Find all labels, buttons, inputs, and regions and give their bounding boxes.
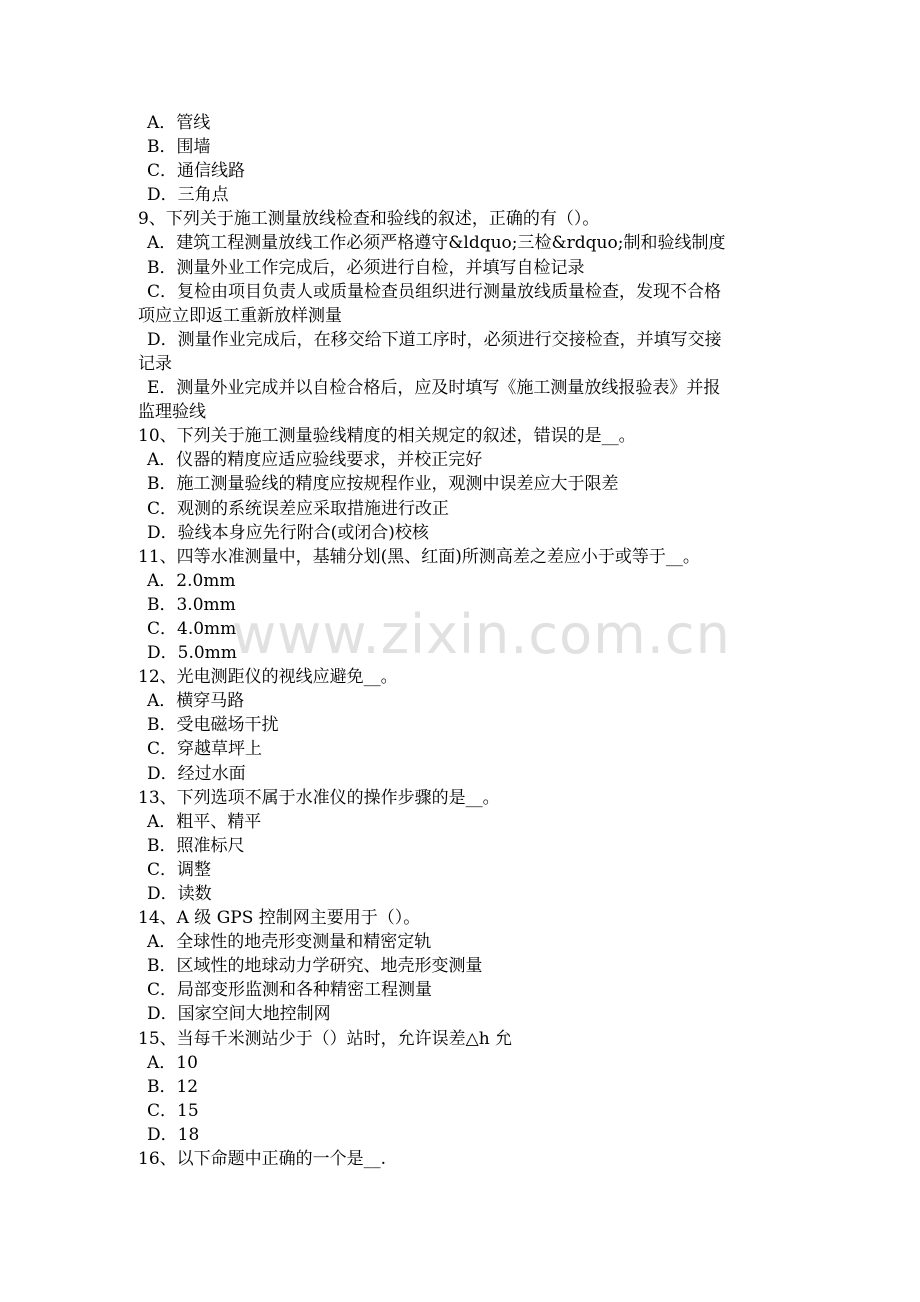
answer-option: C．穿越草坪上: [147, 739, 263, 760]
question-text: 记录: [138, 353, 172, 374]
answer-option: D．国家空间大地控制网: [147, 1004, 331, 1025]
answer-option: C．观测的系统误差应采取措施进行改正: [147, 498, 450, 519]
answer-option: A．2.0mm: [147, 570, 236, 591]
answer-option: A．粗平、精平: [147, 811, 262, 832]
answer-option: C．通信线路: [147, 161, 246, 182]
answer-option: D．测量作业完成后，在移交给下道工序时，必须进行交接检查，并填写交接: [147, 329, 722, 350]
question-text: 监理验线: [138, 402, 206, 423]
answer-option: A．管线: [147, 113, 211, 133]
document-body: [138, 111, 786, 1171]
answer-option: B．施工测量验线的精度应按规程作业，观测中误差应大于限差: [147, 474, 619, 495]
answer-option: D．三角点: [147, 185, 229, 206]
answer-option: C．复检由项目负责人或质量检查员组织进行测量放线质量检查，发现不合格: [147, 281, 722, 302]
answer-option: D．5.0mm: [147, 643, 237, 664]
answer-option: B．受电磁场干扰: [147, 715, 279, 736]
answer-option: D．验线本身应先行附合(或闭合)校核: [147, 522, 429, 543]
question-text: 16、以下命题中正确的一个是__.: [138, 1149, 387, 1170]
answer-option: A．仪器的精度应适应验线要求，并校正完好: [147, 450, 483, 471]
answer-option: E．测量外业完成并以自检合格后，应及时填写《施工测量放线报验表》并报: [147, 378, 721, 399]
question-text: 12、光电测距仪的视线应避免__。: [138, 667, 398, 688]
question-text: 13、下列选项不属于水准仪的操作步骤的是__。: [138, 787, 500, 808]
answer-option: A．10: [147, 1052, 198, 1073]
question-text: 15、当每千米测站少于（）站时，允许误差△h 允: [138, 1028, 513, 1049]
answer-option: B．区域性的地球动力学研究、地壳形变测量: [147, 956, 483, 977]
answer-option: B．测量外业工作完成后，必须进行自检，并填写自检记录: [147, 257, 585, 278]
answer-option: B．12: [147, 1076, 199, 1097]
answer-option: D．读数: [147, 884, 212, 904]
answer-option: A．全球性的地壳形变测量和精密定轨: [147, 932, 432, 953]
question-text: 11、四等水准测量中，基辅分划(黑、红面)所测高差之差应小于或等于__。: [138, 546, 700, 567]
answer-option: C．15: [147, 1100, 199, 1121]
answer-option: C．局部变形监测和各种精密工程测量: [147, 980, 433, 1001]
answer-option: B．围墙: [147, 137, 211, 158]
answer-option: C．4.0mm: [147, 618, 237, 639]
answer-option: A．横穿马路: [147, 691, 245, 712]
question-text: 10、下列关于施工测量验线精度的相关规定的叙述，错误的是__。: [138, 426, 636, 447]
answer-option: C．调整: [147, 859, 212, 880]
answer-option: B．照准标尺: [147, 835, 245, 856]
watermark: www.zixin.com.cn: [232, 603, 731, 666]
question-text: 9、下列关于施工测量放线检查和验线的叙述，正确的有（）。: [138, 209, 600, 230]
answer-option: A．建筑工程测量放线工作必须严格遵守&ldquo;三检&rdquo;制和验线制度: [147, 233, 726, 254]
answer-option: D．18: [147, 1124, 200, 1145]
question-text: 项应立即返工重新放样测量: [138, 305, 342, 326]
question-text: 14、A 级 GPS 控制网主要用于（）。: [138, 908, 421, 929]
answer-option: D．经过水面: [147, 763, 246, 784]
answer-option: B．3.0mm: [147, 594, 236, 615]
